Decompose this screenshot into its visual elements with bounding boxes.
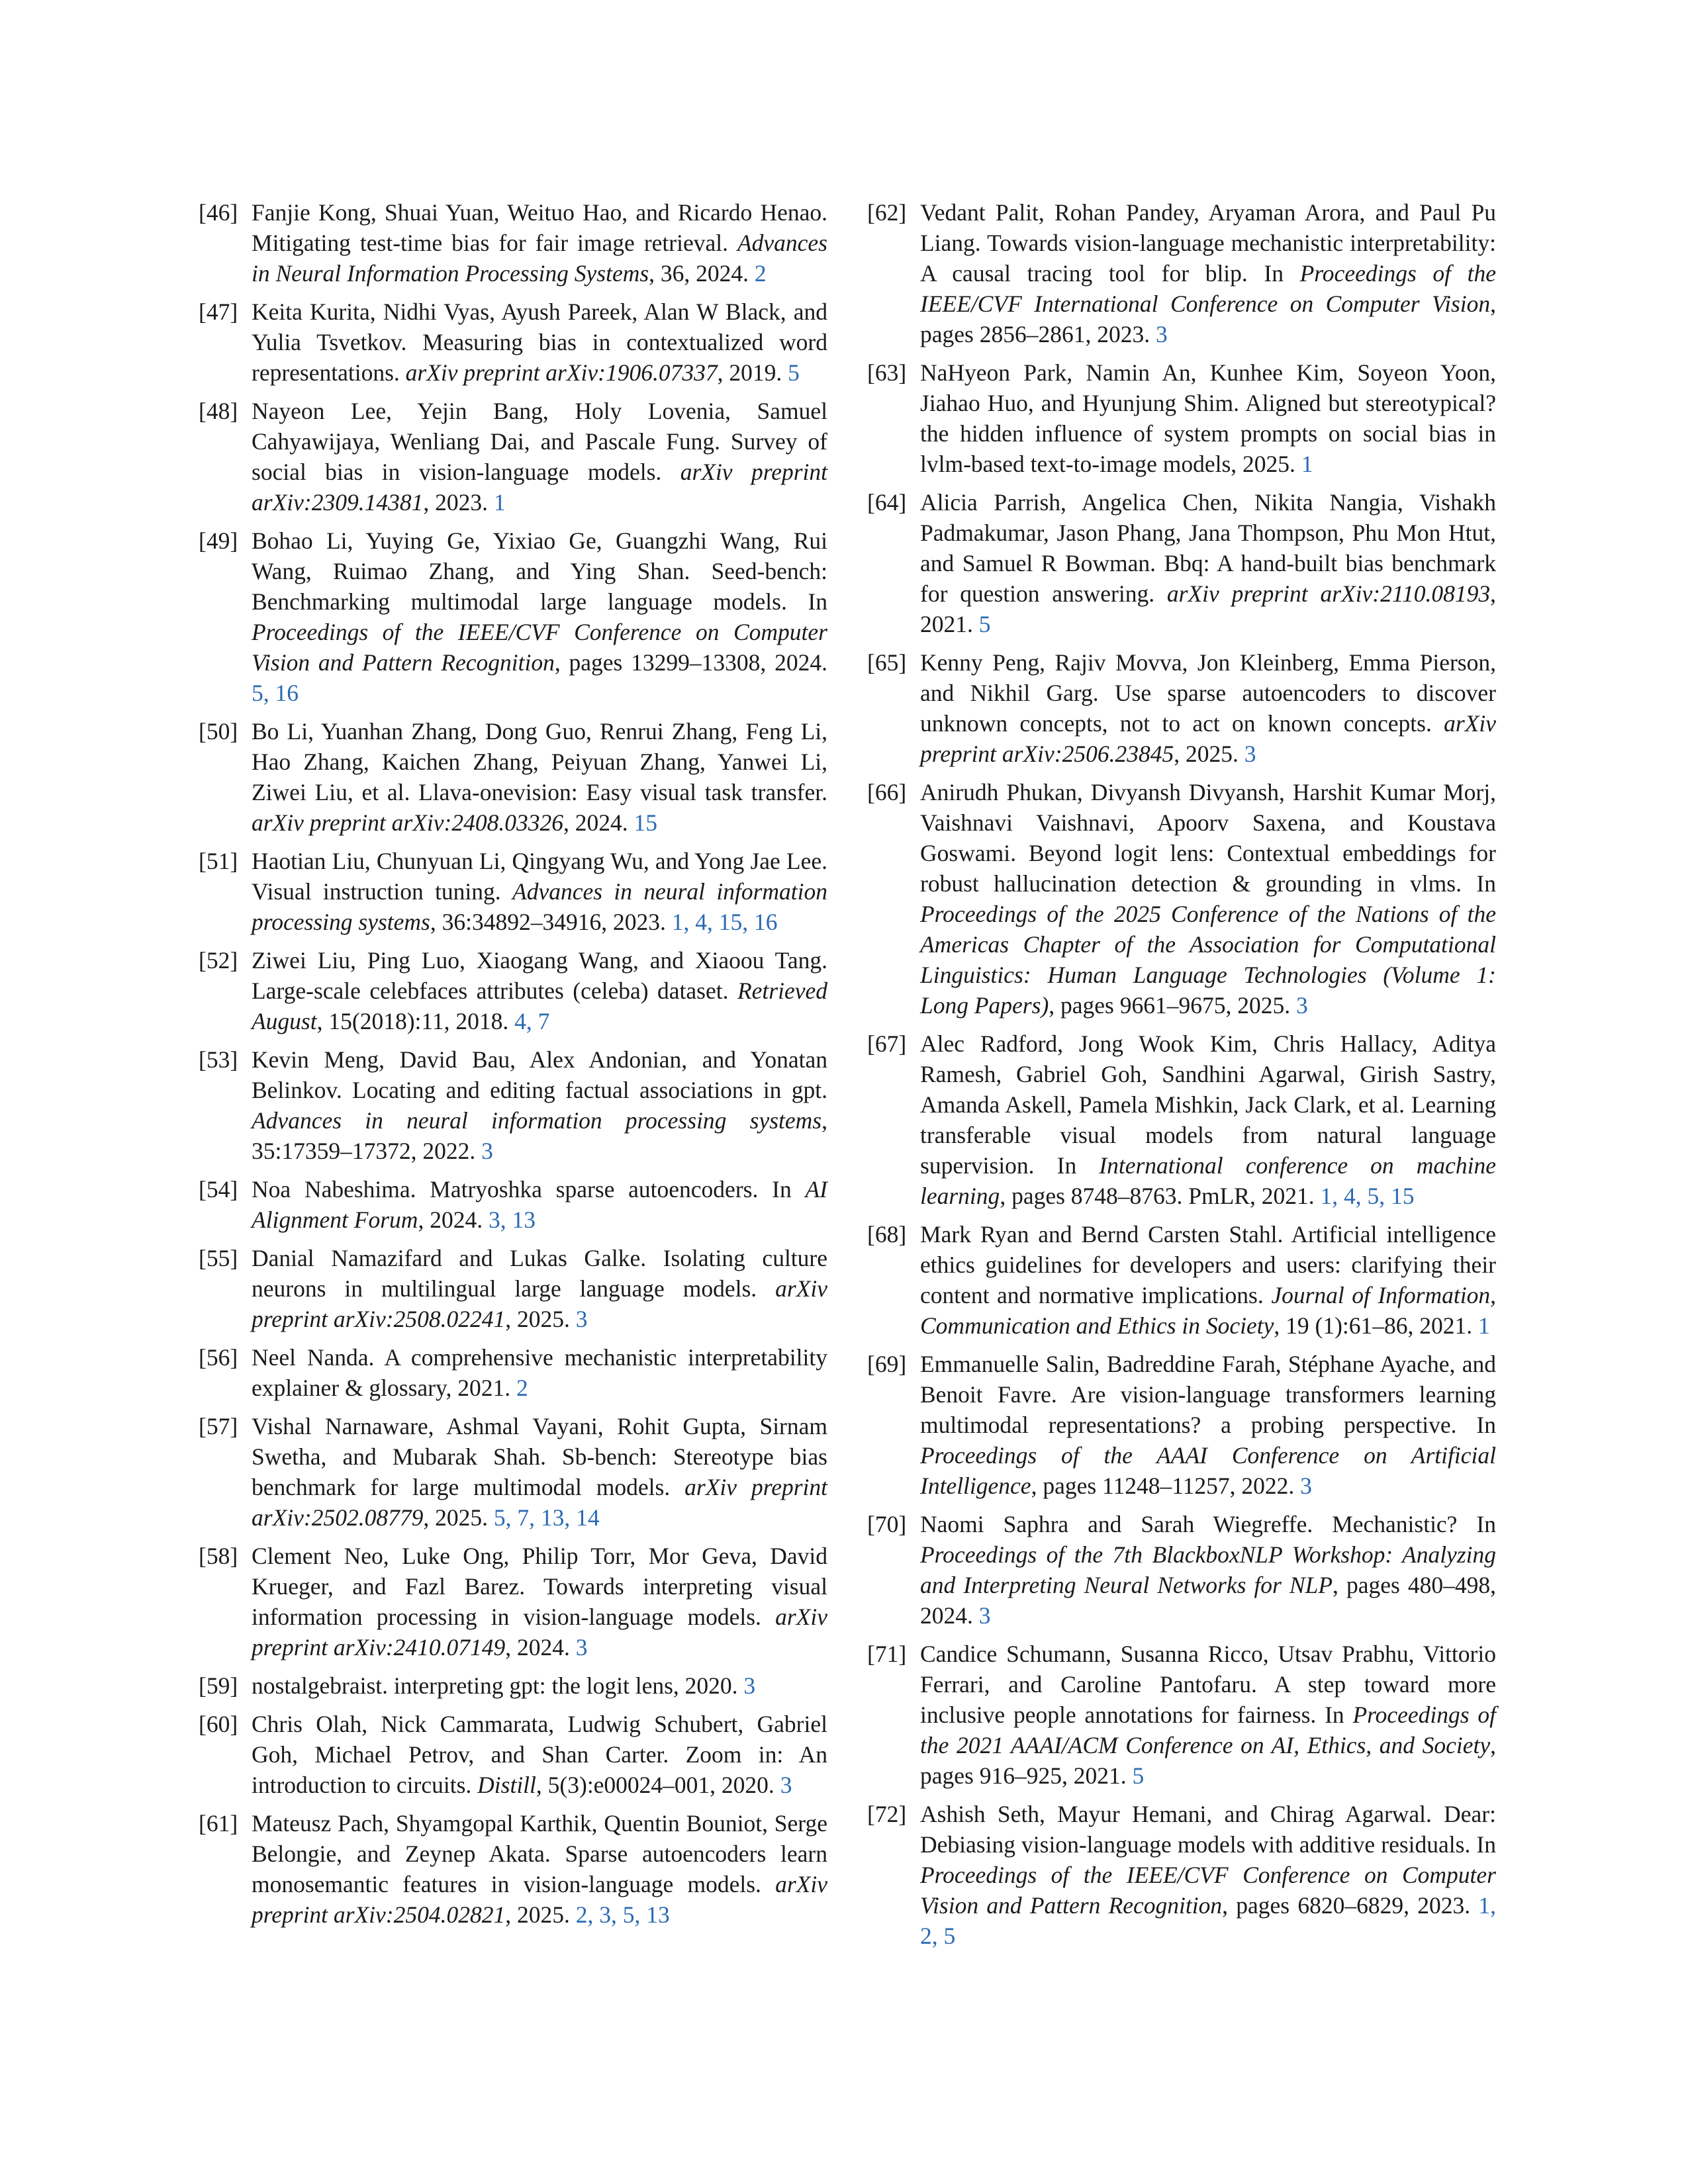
reference-text-segment: NaHyeon Park, Namin An, Kunhee Kim, Soyeon Yoon, Jiahao Huo, and Hyunjung Shim. Aligned but stereotypical? the hidden influence of system prompts on social bias in lvlm-based text-to-image models, 2025. <box>920 359 1496 477</box>
backref-links <box>738 1672 756 1699</box>
reference-item <box>199 525 827 708</box>
reference-text-segment: Nayeon Lee, Yejin Bang, Holy Lovenia, Samuel Cahyawijaya, Wenliang Dai, and Pascale Fung. Survey of social bias in vision-language models. <box>252 398 827 485</box>
backref-link[interactable]: 3 <box>743 1672 756 1699</box>
reference-venue: Proceedings of the 7th BlackboxNLP Workshop: Analyzing and Interpreting Neural Networks for NLP <box>920 1541 1496 1598</box>
reference-item <box>867 1219 1496 1341</box>
reference-text-segment: , 2021. <box>920 580 1496 637</box>
backref-links <box>570 1634 588 1661</box>
reference-text-segment: Bo Li, Yuanhan Zhang, Dong Guo, Renrui Zhang, Feng Li, Hao Zhang, Kaichen Zhang, Peiyuan Zhang, Yanwei Li, Ziwei Liu, et al. Llava-onevision: Easy visual task transfer. <box>252 718 827 805</box>
backref-link[interactable]: 7 <box>517 1504 530 1531</box>
reference-text-segment: , pages 480–498, 2024. <box>920 1572 1496 1629</box>
reference-text-segment: , 2025. <box>1174 741 1239 767</box>
reference-text <box>252 718 827 836</box>
backref-links: 4, 7 <box>514 1008 550 1034</box>
reference-item <box>199 1411 827 1533</box>
reference-text-segment: Neel Nanda. A comprehensive mechanistic interpretability explainer & glossary, 2021. <box>252 1344 827 1401</box>
reference-number: [65] <box>867 649 907 676</box>
backref-links: 5, 16 <box>252 680 299 706</box>
reference-number: [46] <box>199 199 238 226</box>
reference-text-segment: , pages 9661–9675, 2025. <box>1049 992 1291 1019</box>
reference-text-segment: Vishal Narnaware, Ashmal Vayani, Rohit Gupta, Sirnam Swetha, and Mubarak Shah. Sb-bench: Stereotype bias benchmark for large multimodal models. <box>252 1413 827 1500</box>
reference-text <box>252 1245 827 1332</box>
backref-link[interactable]: 3 <box>780 1772 792 1798</box>
backref-link[interactable]: 2 <box>920 1923 932 1949</box>
reference-number: [57] <box>199 1413 238 1439</box>
reference-text <box>920 489 1496 637</box>
reference-text-segment: , 2024. <box>505 1634 570 1661</box>
backref-links: 1, 4, 15, 16 <box>671 909 778 935</box>
backref-link[interactable]: 1 <box>1478 1892 1491 1919</box>
backref-links <box>1127 1762 1145 1789</box>
reference-text <box>252 1810 827 1928</box>
reference-text <box>920 1221 1496 1339</box>
reference-text-segment: Chris Olah, Nick Cammarata, Ludwig Schubert, Gabriel Goh, Michael Petrov, and Shan Carter. Zoom in: An introduction to circuits. <box>252 1711 827 1798</box>
backref-links <box>1290 992 1308 1019</box>
backref-links <box>1295 451 1313 477</box>
reference-text-segment: Mark Ryan and Bernd Carsten Stahl. Artificial intelligence ethics guidelines for developers and users: clarifying their content and normative implications. <box>920 1221 1496 1308</box>
backref-link[interactable]: 1 <box>1301 451 1313 477</box>
backref-link[interactable]: 5 <box>978 611 991 637</box>
reference-text <box>252 1543 827 1661</box>
reference-venue: Proceedings of the IEEE/CVF International Conference on Computer Vision <box>920 260 1496 317</box>
reference-item <box>199 197 827 289</box>
reference-venue: arXiv preprint arXiv:2110.08193 <box>1166 580 1491 607</box>
reference-venue: International conference on machine learning <box>920 1152 1496 1209</box>
reference-text <box>252 1711 827 1798</box>
reference-text-segment: Danial Namazifard and Lukas Galke. Isolating culture neurons in multilingual large language models. <box>252 1245 827 1302</box>
reference-item <box>199 1174 827 1235</box>
reference-text-segment: , pages 2856–2861, 2023. <box>920 291 1496 347</box>
reference-text <box>252 398 827 516</box>
reference-item <box>199 1709 827 1800</box>
backref-links <box>973 1602 991 1629</box>
reference-text-segment: Candice Schumann, Susanna Ricco, Utsav Prabhu, Vittorio Ferrari, and Caroline Pantofaru. A step toward more inclusive people annotations for fairness. In <box>920 1641 1496 1728</box>
backref-link[interactable]: 13 <box>512 1206 536 1233</box>
reference-number: [48] <box>199 398 238 424</box>
backref-links <box>475 1138 493 1164</box>
backref-links <box>774 1772 792 1798</box>
backref-link[interactable]: 3 <box>575 1306 588 1332</box>
backref-link[interactable]: 1 <box>671 909 684 935</box>
backref-link[interactable]: 5 <box>943 1923 956 1949</box>
reference-number: [55] <box>199 1245 238 1271</box>
reference-text-segment: Ashish Seth, Mayur Hemani, and Chirag Agarwal. Dear: Debiasing vision-language models with additive residuals. In <box>920 1801 1496 1858</box>
reference-item <box>867 647 1496 769</box>
reference-number: [71] <box>867 1641 907 1667</box>
backref-link[interactable]: 4 <box>695 909 707 935</box>
reference-venue: arXiv preprint arXiv:2508.02241 <box>252 1275 827 1332</box>
reference-text-segment: , 2024. <box>563 809 628 836</box>
reference-number: [70] <box>867 1511 907 1537</box>
reference-text-segment: Anirudh Phukan, Divyansh Divyansh, Harshit Kumar Morj, Vaishnavi Vaishnavi, Apoorv Saxena, and Koustava Goswami. Beyond logit lens: Contextual embeddings for robust hallucination detection & grounding in vlms. In <box>920 779 1496 897</box>
backref-link[interactable]: 7 <box>538 1008 550 1034</box>
reference-text-segment: , 19 (1):61–86, 2021. <box>1274 1312 1473 1339</box>
reference-text-segment: , 2025. <box>505 1901 570 1928</box>
reference-text <box>252 1046 827 1164</box>
backref-link[interactable]: 4 <box>1344 1183 1356 1209</box>
backref-links <box>628 809 657 836</box>
reference-venue: Proceedings of the 2021 AAAI/ACM Conference on AI, Ethics, and Society <box>920 1702 1497 1758</box>
reference-text-segment: Fanjie Kong, Shuai Yuan, Weituo Hao, and Ricardo Henao. Mitigating test-time bias for fair image retrieval. <box>252 199 827 256</box>
reference-item <box>199 846 827 937</box>
reference-text-segment: Naomi Saphra and Sarah Wiegreffe. Mechanistic? In <box>920 1511 1496 1537</box>
reference-item <box>867 1028 1496 1211</box>
reference-text-segment: Clement Neo, Luke Ong, Philip Torr, Mor Geva, David Krueger, and Fazl Barez. Towards interpreting visual information processing in vision-language models. <box>252 1543 827 1630</box>
backref-links <box>488 489 506 516</box>
reference-item <box>199 1541 827 1662</box>
backref-link[interactable]: 14 <box>576 1504 600 1531</box>
backref-links <box>782 359 800 386</box>
reference-text <box>252 1176 827 1233</box>
reference-text <box>920 1801 1496 1919</box>
reference-number: [59] <box>199 1672 238 1699</box>
reference-number: [52] <box>199 947 238 974</box>
backref-links <box>570 1306 588 1332</box>
backref-links: 3, 13 <box>488 1206 536 1233</box>
reference-venue: arXiv preprint arXiv:1906.07337 <box>405 359 718 386</box>
reference-number: [50] <box>199 718 238 745</box>
reference-number: [72] <box>867 1801 907 1827</box>
reference-text-segment: , 5(3):e00024–001, 2020. <box>536 1772 774 1798</box>
backref-links <box>1239 741 1256 767</box>
reference-venue: AI Alignment Forum <box>252 1176 827 1233</box>
backref-links <box>510 1375 528 1401</box>
reference-item <box>199 296 827 388</box>
reference-item <box>867 357 1496 479</box>
reference-text-segment: Emmanuelle Salin, Badreddine Farah, Stéphane Ayache, and Benoit Favre. Are vision-language transformers learning multimodal representations? a probing perspective. In <box>920 1351 1496 1438</box>
reference-text-segment: Keita Kurita, Nidhi Vyas, Ayush Pareek, Alan W Black, and Yulia Tsvetkov. Measuring bias in contextualized word representations. <box>252 298 827 386</box>
reference-column-right <box>867 197 1496 1959</box>
reference-venue: Advances in neural information processing systems <box>252 878 827 935</box>
reference-item <box>199 716 827 838</box>
reference-item <box>199 396 827 518</box>
reference-venue: Distill <box>477 1772 536 1798</box>
reference-venue: Proceedings of the IEEE/CVF Conference on Computer Vision and Pattern Recognition <box>920 1862 1496 1919</box>
reference-venue: Proceedings of the AAAI Conference on Artificial Intelligence <box>920 1442 1496 1499</box>
reference-text-segment: , 2023. <box>423 489 488 516</box>
backref-link[interactable]: 15 <box>718 909 743 935</box>
reference-number: [64] <box>867 489 907 516</box>
backref-link[interactable]: 5 <box>1132 1762 1145 1789</box>
reference-venue: arXiv preprint arXiv:2410.07149 <box>252 1604 827 1661</box>
reference-text-segment: , 36, 2024. <box>649 260 749 287</box>
backref-link[interactable]: 5 <box>788 359 800 386</box>
backref-links <box>1294 1473 1312 1499</box>
backref-link[interactable]: 3 <box>488 1206 500 1233</box>
backref-link[interactable]: 3 <box>1295 992 1308 1019</box>
reference-text-segment: Ziwei Liu, Ping Luo, Xiaogang Wang, and Xiaoou Tang. Large-scale celebfaces attributes (celeba) dataset. <box>252 947 827 1004</box>
reference-number: [51] <box>199 848 238 874</box>
reference-text-segment: , pages 13299–13308, 2024. <box>554 649 827 676</box>
backref-link[interactable]: 3 <box>1155 321 1168 347</box>
backref-link[interactable]: 3 <box>1244 741 1256 767</box>
reference-number: [62] <box>867 199 907 226</box>
backref-link[interactable]: 5 <box>252 680 263 706</box>
reference-number: [68] <box>867 1221 907 1248</box>
reference-text-segment: , 35:17359–17372, 2022. <box>252 1107 827 1164</box>
backref-link[interactable]: 1 <box>1478 1312 1490 1339</box>
reference-text-segment: , 2025. <box>505 1306 570 1332</box>
reference-text <box>920 1641 1496 1789</box>
backref-link[interactable]: 3 <box>575 1634 588 1661</box>
backref-links <box>1472 1312 1490 1339</box>
backref-links: 1, 2, 5 <box>920 1892 1496 1949</box>
reference-text <box>920 1511 1496 1629</box>
backref-links <box>973 611 991 637</box>
reference-text <box>252 298 827 386</box>
reference-text-segment: Alec Radford, Jong Wook Kim, Chris Hallacy, Aditya Ramesh, Gabriel Goh, Sandhini Agarwal, Girish Sastry, Amanda Askell, Pamela Mishkin, Jack Clark, et al. Learning transferable visual models from natural language supervision. In <box>920 1030 1496 1179</box>
reference-venue: arXiv preprint arXiv:2506.23845 <box>920 710 1496 767</box>
reference-number: [66] <box>867 779 907 805</box>
backref-link[interactable]: 3 <box>1300 1473 1312 1499</box>
backref-links: 2, 3, 5, 13 <box>575 1901 670 1928</box>
reference-number: [69] <box>867 1351 907 1377</box>
backref-links: 1, 4, 5, 15 <box>1320 1183 1415 1209</box>
backref-link[interactable]: 1 <box>493 489 506 516</box>
backref-link[interactable]: 3 <box>978 1602 991 1629</box>
reference-item <box>199 1044 827 1166</box>
reference-item <box>199 1808 827 1930</box>
reference-number: [47] <box>199 298 238 325</box>
reference-venue: Proceedings of the IEEE/CVF Conference on Computer Vision and Pattern Recognition <box>252 619 827 676</box>
reference-item <box>867 1349 1496 1501</box>
reference-text <box>252 1344 827 1401</box>
reference-item <box>867 487 1496 639</box>
backref-link[interactable]: 13 <box>540 1504 565 1531</box>
reference-item <box>867 1799 1496 1951</box>
reference-number: [58] <box>199 1543 238 1569</box>
reference-text-segment: Vedant Palit, Rohan Pandey, Aryaman Arora, and Paul Pu Liang. Towards vision-language mechanistic interpretability: A causal tracing tool for blip. In <box>920 199 1496 287</box>
backref-link[interactable]: 2 <box>575 1901 588 1928</box>
reference-text-segment: Haotian Liu, Chunyuan Li, Qingyang Wu, and Yong Jae Lee. Visual instruction tuning. <box>252 848 827 905</box>
reference-text <box>920 779 1496 1019</box>
reference-item <box>199 1243 827 1334</box>
reference-item <box>199 1670 827 1701</box>
reference-venue: arXiv preprint arXiv:2504.02821 <box>252 1871 827 1928</box>
reference-venue: Advances in Neural Information Processing Systems <box>252 230 827 287</box>
backref-link[interactable]: 4 <box>514 1008 526 1034</box>
backref-link[interactable]: 5 <box>622 1901 635 1928</box>
reference-venue: arXiv preprint arXiv:2408.03326 <box>252 809 563 836</box>
reference-text-segment: nostalgebraist. interpreting gpt: the logit lens, 2020. <box>252 1672 738 1699</box>
reference-item <box>867 777 1496 1021</box>
reference-text-segment: Mateusz Pach, Shyamgopal Karthik, Quentin Bouniot, Serge Belongie, and Zeynep Akata. Sparse autoencoders learn monosemantic features in vision-language models. <box>252 1810 827 1897</box>
backref-link[interactable]: 5 <box>493 1504 506 1531</box>
reference-text <box>920 1351 1496 1499</box>
backref-links <box>1150 321 1168 347</box>
reference-item <box>867 197 1496 349</box>
backref-link[interactable]: 16 <box>275 680 299 706</box>
reference-text-segment: , pages 11248–11257, 2022. <box>1031 1473 1295 1499</box>
reference-number: [56] <box>199 1344 238 1371</box>
reference-text-segment: , 2019. <box>717 359 782 386</box>
reference-text <box>920 649 1496 767</box>
reference-text-segment: Bohao Li, Yuying Ge, Yixiao Ge, Guangzhi Wang, Rui Wang, Ruimao Zhang, and Ying Shan. Seed-bench: Benchmarking multimodal large language models. In <box>252 527 827 615</box>
reference-venue: Retrieved August <box>252 978 827 1034</box>
reference-text <box>252 527 827 676</box>
reference-number: [61] <box>199 1810 238 1837</box>
backref-link[interactable]: 3 <box>481 1138 493 1164</box>
reference-number: [49] <box>199 527 238 554</box>
reference-item <box>199 1342 827 1403</box>
reference-text-segment: Kenny Peng, Rajiv Movva, Jon Kleinberg, Emma Pierson, and Nikhil Garg. Use sparse autoencoders to discover unknown concepts, not to act on known concepts. <box>920 649 1496 737</box>
reference-number: [53] <box>199 1046 238 1073</box>
backref-link[interactable]: 1 <box>1320 1183 1333 1209</box>
reference-venue: Journal of Information, Communication and Ethics in Society <box>920 1282 1496 1339</box>
reference-number: [60] <box>199 1711 238 1737</box>
backref-link[interactable]: 3 <box>599 1901 611 1928</box>
backref-link[interactable]: 16 <box>753 909 778 935</box>
backref-link[interactable]: 13 <box>646 1901 670 1928</box>
backref-links <box>749 260 767 287</box>
reference-item <box>867 1509 1496 1631</box>
reference-text-segment: Alicia Parrish, Angelica Chen, Nikita Nangia, Vishakh Padmakumar, Jason Phang, Jana Thompson, Phu Mon Htut, and Samuel R Bowman. Bbq: A hand-built bias benchmark for question answering. <box>920 489 1496 607</box>
reference-item <box>867 1639 1496 1791</box>
reference-item <box>199 945 827 1036</box>
backref-link[interactable]: 15 <box>1391 1183 1415 1209</box>
reference-number: [54] <box>199 1176 238 1203</box>
reference-venue: arXiv preprint arXiv:2309.14381 <box>252 459 827 516</box>
reference-text <box>252 199 827 287</box>
reference-text-segment: Kevin Meng, David Bau, Alex Andonian, and Yonatan Belinkov. Locating and editing factual associations in gpt. <box>252 1046 827 1103</box>
reference-text-segment: , 2025. <box>423 1504 488 1531</box>
reference-column-left <box>199 197 827 1938</box>
backref-links: 5, 7, 13, 14 <box>493 1504 600 1531</box>
backref-link[interactable]: 5 <box>1367 1183 1380 1209</box>
backref-link[interactable]: 15 <box>633 809 657 836</box>
backref-link[interactable]: 2 <box>516 1375 528 1401</box>
reference-text-segment: , 15(2018):11, 2018. <box>316 1008 509 1034</box>
reference-text-segment: , pages 6820–6829, 2023. <box>1222 1892 1471 1919</box>
reference-text <box>920 359 1496 477</box>
reference-text-segment: , pages 8748–8763. PmLR, 2021. <box>1000 1183 1315 1209</box>
reference-text <box>252 1672 738 1699</box>
reference-text <box>920 199 1496 347</box>
reference-text-segment: , 36:34892–34916, 2023. <box>430 909 666 935</box>
reference-venue: arXiv preprint arXiv:2502.08779 <box>252 1474 827 1531</box>
reference-venue: Proceedings of the 2025 Conference of the Nations of the Americas Chapter of the Association for Computational Linguistics: Human Language Technologies (Volume 1: Long Papers) <box>920 901 1496 1019</box>
reference-text-segment: , pages 916–925, 2021. <box>920 1732 1496 1789</box>
reference-venue: Advances in neural information processing systems <box>252 1107 822 1134</box>
reference-text-segment: Noa Nabeshima. Matryoshka sparse autoencoders. In <box>252 1176 806 1203</box>
reference-text-segment: , 2024. <box>418 1206 483 1233</box>
backref-link[interactable]: 2 <box>754 260 767 287</box>
reference-number: [63] <box>867 359 907 386</box>
reference-number: [67] <box>867 1030 907 1057</box>
